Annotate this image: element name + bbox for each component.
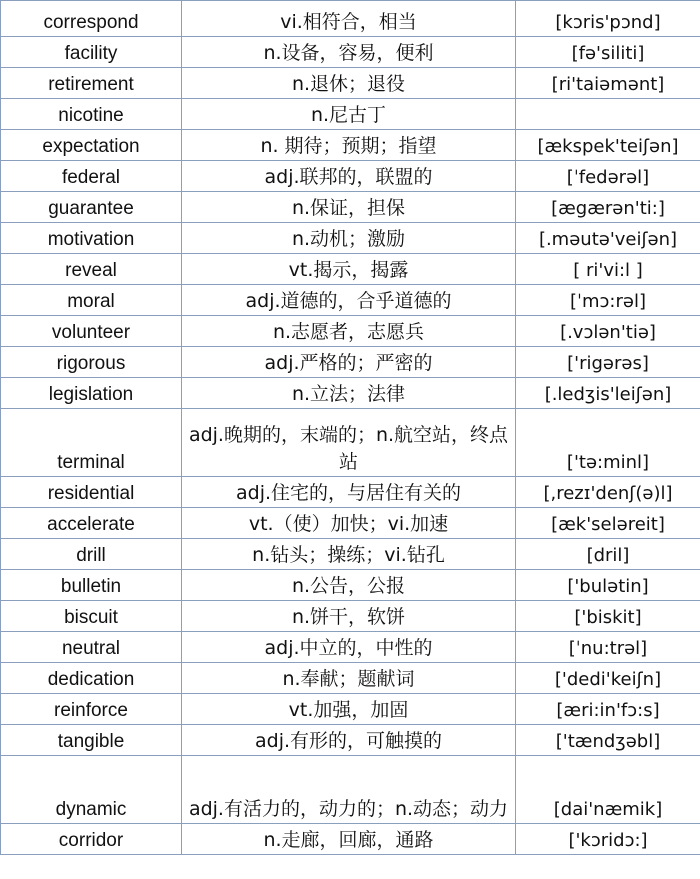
word-cell: motivation <box>1 223 182 254</box>
word-cell: facility <box>1 37 182 68</box>
table-row <box>1 756 700 824</box>
table-row <box>1 68 700 99</box>
word-cell: nicotine <box>1 99 182 130</box>
definition-cell: adj.有形的，可触摸的 <box>182 725 516 756</box>
table-row <box>1 223 700 254</box>
definition-cell: adj.有活力的，动力的；n.动态；动力 <box>182 756 516 824</box>
definition-cell: n.公告，公报 <box>182 570 516 601</box>
table-row <box>1 725 700 756</box>
definition-cell: adj.联邦的，联盟的 <box>182 161 516 192</box>
table-row <box>1 409 700 477</box>
pronunciation-cell: [.məutə'veiʃən] <box>516 223 700 254</box>
pronunciation-cell: [kɔris'pɔnd] <box>516 1 700 37</box>
definition-cell: n.保证，担保 <box>182 192 516 223</box>
table-row <box>1 37 700 68</box>
pronunciation-cell: [.ledʒis'leiʃən] <box>516 378 700 409</box>
word-cell: corridor <box>1 824 182 855</box>
definition-cell: adj.住宅的，与居住有关的 <box>182 477 516 508</box>
pronunciation-cell: [ækspek'teiʃən] <box>516 130 700 161</box>
pronunciation-cell <box>516 99 700 130</box>
table-row <box>1 694 700 725</box>
word-cell: residential <box>1 477 182 508</box>
word-cell: volunteer <box>1 316 182 347</box>
word-cell: terminal <box>1 409 182 477</box>
pronunciation-cell: [ˈnu:trəl] <box>516 632 700 663</box>
pronunciation-cell: ['tə:minl] <box>516 409 700 477</box>
word-cell: drill <box>1 539 182 570</box>
table-row <box>1 192 700 223</box>
word-cell: accelerate <box>1 508 182 539</box>
pronunciation-cell: ['tændʒəbl] <box>516 725 700 756</box>
table-row <box>1 130 700 161</box>
word-cell: expectation <box>1 130 182 161</box>
pronunciation-cell: [ˈmɔ:rəl] <box>516 285 700 316</box>
table-row <box>1 285 700 316</box>
table-row <box>1 539 700 570</box>
definition-cell: vi.相符合，相当 <box>182 1 516 37</box>
pronunciation-cell: [ægærən'ti:] <box>516 192 700 223</box>
pronunciation-cell: [æri:in'fɔ:s] <box>516 694 700 725</box>
pronunciation-cell: ['kɔridɔ:] <box>516 824 700 855</box>
pronunciation-cell: ['biskit] <box>516 601 700 632</box>
definition-cell: vt.揭示，揭露 <box>182 254 516 285</box>
pronunciation-cell: ['bulətin] <box>516 570 700 601</box>
definition-cell: n.志愿者，志愿兵 <box>182 316 516 347</box>
word-cell: retirement <box>1 68 182 99</box>
pronunciation-cell: [æk'seləreit] <box>516 508 700 539</box>
table-row <box>1 663 700 694</box>
definition-cell: n.饼干，软饼 <box>182 601 516 632</box>
definition-cell: n.动机；激励 <box>182 223 516 254</box>
word-cell: reinforce <box>1 694 182 725</box>
word-cell: legislation <box>1 378 182 409</box>
definition-cell: adj.道德的，合乎道德的 <box>182 285 516 316</box>
definition-cell: n.尼古丁 <box>182 99 516 130</box>
vocabulary-table-body <box>1 1 700 855</box>
definition-cell: adj.中立的，中性的 <box>182 632 516 663</box>
table-row <box>1 1 700 37</box>
definition-cell: n.立法；法律 <box>182 378 516 409</box>
table-row <box>1 347 700 378</box>
table-row <box>1 824 700 855</box>
word-cell: reveal <box>1 254 182 285</box>
pronunciation-cell: [dai'næmik] <box>516 756 700 824</box>
table-row <box>1 477 700 508</box>
word-cell: federal <box>1 161 182 192</box>
pronunciation-cell: [.vɔlən'tiə] <box>516 316 700 347</box>
table-row <box>1 254 700 285</box>
word-cell: neutral <box>1 632 182 663</box>
definition-cell: vt.加强，加固 <box>182 694 516 725</box>
definition-cell: n.走廊，回廊，通路 <box>182 824 516 855</box>
word-cell: biscuit <box>1 601 182 632</box>
word-cell: tangible <box>1 725 182 756</box>
word-cell: bulletin <box>1 570 182 601</box>
table-row <box>1 161 700 192</box>
word-cell: correspond <box>1 1 182 37</box>
definition-cell: n.奉献；题献词 <box>182 663 516 694</box>
table-row <box>1 570 700 601</box>
word-cell: dynamic <box>1 756 182 824</box>
table-row <box>1 316 700 347</box>
definition-cell: vt.（使）加快；vi.加速 <box>182 508 516 539</box>
definition-cell: n.设备，容易，便利 <box>182 37 516 68</box>
pronunciation-cell: ['dedi'keiʃn] <box>516 663 700 694</box>
table-row <box>1 99 700 130</box>
pronunciation-cell: [dril] <box>516 539 700 570</box>
definition-cell: n. 期待；预期；指望 <box>182 130 516 161</box>
word-cell: rigorous <box>1 347 182 378</box>
word-cell: dedication <box>1 663 182 694</box>
word-cell: moral <box>1 285 182 316</box>
pronunciation-cell: [ˈfedərəl] <box>516 161 700 192</box>
definition-cell: adj.严格的；严密的 <box>182 347 516 378</box>
pronunciation-cell: [ ri'vi:l ] <box>516 254 700 285</box>
table-row <box>1 601 700 632</box>
pronunciation-cell: [ri'taiəmənt] <box>516 68 700 99</box>
table-row <box>1 632 700 663</box>
definition-cell: n.退休；退役 <box>182 68 516 99</box>
word-cell: guarantee <box>1 192 182 223</box>
table-row <box>1 508 700 539</box>
definition-cell: n.钻头；操练；vi.钻孔 <box>182 539 516 570</box>
pronunciation-cell: [fə'siliti] <box>516 37 700 68</box>
definition-cell: adj.晚期的，末端的；n.航空站，终点站 <box>182 409 516 477</box>
table-row <box>1 378 700 409</box>
pronunciation-cell: ['rigərəs] <box>516 347 700 378</box>
pronunciation-cell: [,rezɪ'denʃ(ə)l] <box>516 477 700 508</box>
